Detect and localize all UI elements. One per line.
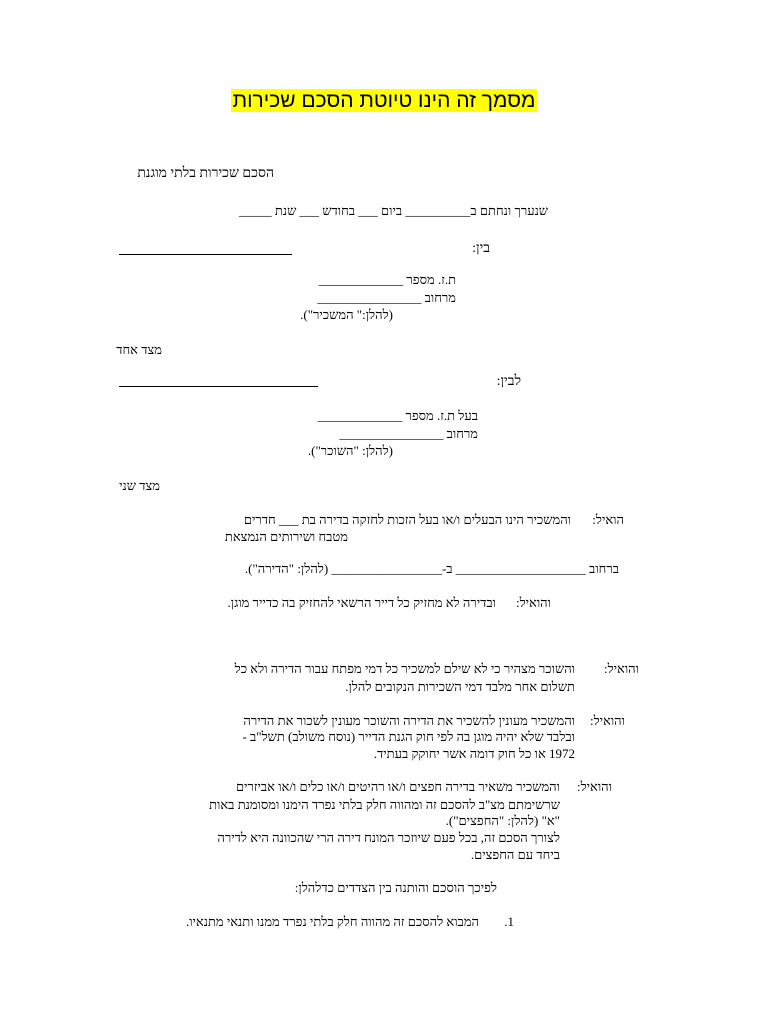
agreement-subtitle: הסכם שכירות בלתי מוגנת <box>137 166 274 181</box>
whereas-3-line-2: תשלום אחר מלבד דמי השכירות הנקובים להלן. <box>345 679 575 694</box>
landlord-hereafter: (להלן:" המשכיר"). <box>300 307 393 322</box>
whereas-5-line-4: לצורך הסכם זה, בכל פעם שיוזכר המונח דירה הרי שהכוונה היא לדירה <box>217 830 560 845</box>
whereas-2-text: ובדירה לא מחזיק כל דייר הרשאי להחזיק בה כדייר מוגן. <box>227 595 496 610</box>
whereas-3-line-1: והשוכר מצהיר כי לא שילם למשכיר כל דמי מפתח עבור הדירה ולא כל <box>234 661 575 676</box>
document-title: מסמך זה הינו טיוטת הסכם שכירות <box>232 89 536 112</box>
clause-1-text: המבוא להסכם זה מהווה חלק בלתי נפרד ממנו ותנאי מתנאיו. <box>185 914 479 929</box>
clause-1-number: 1. <box>504 914 514 929</box>
tenant-street-line: מרחוב ________________ <box>339 426 478 441</box>
apartment-street-line: ברחוב ____________________ ב-_________________ (להלן: "הדירה"). <box>244 561 619 576</box>
landlord-name-line <box>119 254 292 255</box>
tenant-name-line <box>119 386 318 387</box>
therefore-line: לפיכך הוסכם והותנה בין הצדדים כדלהלן: <box>294 880 497 895</box>
whereas-5-line-1: והמשכיר משאיר בדירה חפצים ו/או רהיטים ו/או כלים ו/או אביזרים <box>235 779 560 794</box>
landlord-street-line: מרחוב ________________ <box>317 290 456 305</box>
whereas-1-label: הואיל: <box>592 512 624 527</box>
landlord-id-line: ת.ז. מספר _____________ <box>318 272 456 287</box>
between-label: בין: <box>472 241 490 256</box>
other-side-label: מצד שני <box>119 478 160 493</box>
whereas-1-line-2: מטבח ושירותים הנמצאת <box>224 529 348 544</box>
tenant-id-line: בעל ת.ז. מספר _____________ <box>317 408 478 423</box>
whereas-3-label: והואיל: <box>603 661 639 676</box>
whereas-4-line-3: 1972 או כל חוק דומה אשר יחוקק בעתיד. <box>373 746 575 761</box>
whereas-4-line-1: והמשכיר מעונין להשכיר את הדירה והשוכר מעונין לשכור את הדירה <box>243 713 575 728</box>
whereas-5-line-3: "א" (להלן: "החפצים"). <box>445 813 560 828</box>
whereas-4-line-2: ובלבד שלא יהיה מוגן בה לפי חוק הגנת הדייר (נוסח משולב) תשל"ב - <box>242 729 575 744</box>
whereas-5-line-5: ביחד עם החפצים. <box>470 847 560 862</box>
one-side-label: מצד אחד <box>116 342 162 357</box>
signed-date-line: שנערך ונחתם ב__________ ביום ___ בחודש ___ שנת _____ <box>239 203 548 218</box>
whereas-5-label: והואיל: <box>576 779 612 794</box>
whereas-5-line-2: שרשימתם מצ"ב להסכם זה ומהווה חלק בלתי נפרד הימנו ומסומנת באות <box>209 797 560 812</box>
whereas-1-line-1: והמשכיר הינו הבעלים ו/או בעל הזכות לחזקה בדירה בת ___ חדרים <box>243 512 571 527</box>
whereas-4-label: והואיל: <box>589 713 625 728</box>
tenant-hereafter: (להלן: "השוכר"). <box>307 443 393 458</box>
and-between-label: לבין: <box>496 374 521 389</box>
whereas-2-label: והואיל: <box>515 595 551 610</box>
